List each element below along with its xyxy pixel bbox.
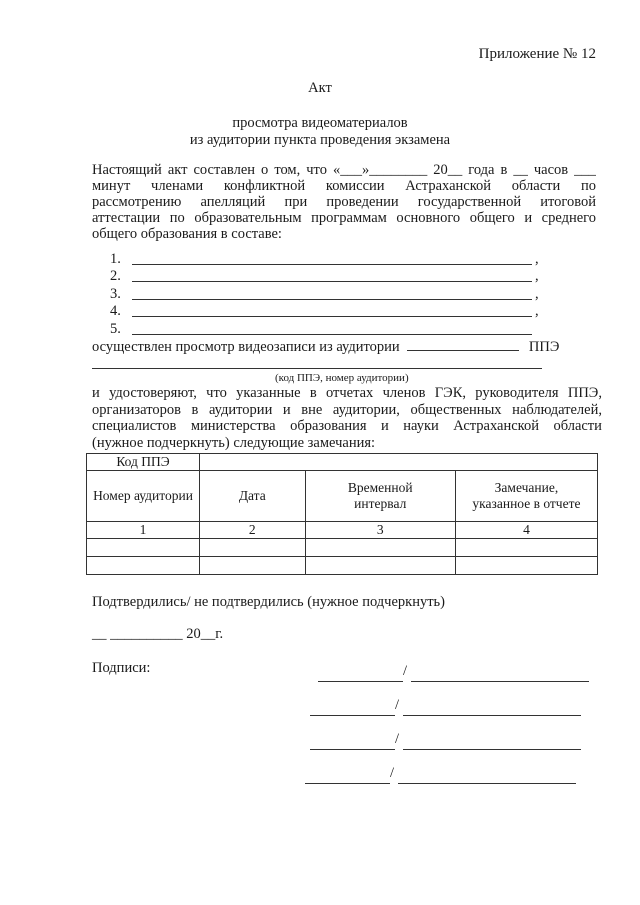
certification-line (92, 418, 602, 435)
header-date: Дата (200, 471, 306, 522)
code-ppe-header: Код ППЭ (87, 454, 200, 471)
certification-word: ГЭК, (434, 385, 466, 401)
certification-word: Астраханской (453, 418, 539, 434)
signature-slash: / (395, 697, 400, 713)
signature-name-line-2[interactable] (403, 715, 581, 716)
list-item (110, 320, 539, 338)
table-cell[interactable] (200, 539, 306, 557)
certification-line (92, 435, 602, 452)
certification-word: удостоверяют, (109, 385, 197, 401)
intro-word: рассмотрению (92, 194, 182, 210)
member-number: 5. (110, 320, 121, 337)
intro-line (92, 226, 596, 242)
certification-paragraph (92, 385, 602, 451)
appendix-label: Приложение № 12 (478, 46, 596, 62)
intro-word: что (306, 162, 327, 178)
certification-word: членов (382, 385, 426, 401)
intro-word: часов (533, 162, 569, 178)
member-name-blank[interactable] (132, 269, 532, 282)
table-cell[interactable] (305, 539, 455, 557)
table-cell[interactable] (455, 539, 597, 557)
header-time-interval: Временной интервал (305, 471, 455, 522)
list-item (110, 303, 539, 321)
member-number: 4. (110, 303, 121, 319)
table-cell[interactable] (200, 557, 306, 575)
intro-word: ___ (574, 162, 596, 178)
intro-word: составлен (193, 162, 256, 178)
ppe-label: ППЭ (528, 339, 560, 355)
viewing-line (92, 339, 559, 356)
intro-word: 20__ (433, 162, 463, 178)
certification-word: и (92, 385, 100, 401)
intro-word: образовательным (194, 210, 302, 226)
certification-word: и (282, 401, 291, 418)
table-row (87, 454, 598, 471)
list-item (110, 285, 539, 303)
intro-line (92, 162, 596, 178)
member-line-end: , (535, 285, 539, 302)
intro-word: комиссии (325, 178, 385, 194)
act-title: Акт (308, 80, 332, 96)
ppe-code-blank[interactable] (407, 350, 519, 351)
intro-word: государственной (417, 194, 522, 210)
intro-word: общего образования в составе: (92, 226, 282, 242)
intro-word: акт (167, 162, 188, 178)
intro-paragraph (92, 162, 596, 242)
code-ppe-value[interactable] (200, 454, 598, 471)
intro-word: в (500, 162, 508, 178)
certification-word: в (191, 401, 199, 418)
signatures-label: Подписи: (92, 660, 151, 676)
intro-word: членами (151, 178, 204, 194)
date-line: __ __________ 20__г. (92, 626, 224, 642)
intro-line (92, 178, 596, 194)
signature-name-line-3[interactable] (403, 749, 581, 750)
intro-word: итоговой (540, 194, 596, 210)
member-name-blank[interactable] (132, 304, 532, 317)
member-name-blank[interactable] (132, 252, 532, 265)
list-item (110, 268, 539, 286)
intro-word: о (261, 162, 269, 178)
certification-word: и (381, 418, 389, 434)
certification-word: в (309, 385, 317, 401)
intro-word: общего (469, 210, 515, 226)
certification-word: образования (290, 418, 367, 434)
act-subtitle-1: просмотра видеоматериалов (232, 115, 408, 131)
member-number: 2. (110, 268, 121, 284)
member-line-end: , (535, 268, 539, 284)
table-row (87, 471, 598, 522)
commission-members-list (110, 250, 539, 338)
ppe-caption: (код ППЭ, номер аудитории) (275, 372, 409, 384)
header-auditorium: Номер аудитории (87, 471, 200, 522)
table-cell[interactable] (87, 539, 200, 557)
certification-word: министерства (190, 418, 276, 434)
table-row (87, 522, 598, 539)
intro-word: аттестации (92, 210, 161, 226)
signature-slash: / (395, 731, 400, 747)
certification-word: организаторов (92, 401, 181, 418)
intro-word: по (169, 210, 185, 226)
intro-word: конфликтной (223, 178, 306, 194)
certification-line (92, 385, 602, 402)
signature-line-4[interactable] (305, 783, 390, 784)
signature-name-line-1[interactable] (411, 681, 589, 682)
intro-word: области (511, 178, 561, 194)
signature-line-3[interactable] (310, 749, 395, 750)
certification-word: руководителя (475, 385, 559, 401)
certification-word: аудитории (208, 401, 273, 418)
col-number-3: 3 (305, 522, 455, 539)
certification-word: что (206, 385, 227, 401)
table-cell[interactable] (455, 557, 597, 575)
intro-word: проведении (326, 194, 399, 210)
member-line-end: , (535, 303, 539, 319)
table-cell[interactable] (305, 557, 455, 575)
intro-word: апелляций (200, 194, 266, 210)
header-remark: Замечание, указанное в отчете (455, 471, 597, 522)
table-cell[interactable] (87, 557, 200, 575)
certification-word: аудитории, (332, 401, 400, 418)
intro-line (92, 210, 596, 226)
member-number: 1. (110, 250, 121, 267)
certification-word: ППЭ, (567, 385, 602, 401)
certification-word: области (553, 418, 602, 434)
signature-name-line-4[interactable] (398, 783, 576, 784)
intro-word: среднего (541, 210, 596, 226)
member-name-blank[interactable] (132, 287, 532, 300)
intro-word: года (468, 162, 495, 178)
member-line-end: , (535, 250, 539, 267)
table-row (87, 557, 598, 575)
intro-word: и (524, 210, 533, 226)
member-name-blank[interactable] (132, 322, 532, 335)
signature-line-2[interactable] (310, 715, 395, 716)
confirmation-line: Подтвердились/ не подтвердились (нужное подчеркнуть) (92, 594, 445, 610)
certification-line (92, 402, 602, 419)
certification-word: общественных (410, 401, 502, 418)
intro-word: том, (274, 162, 301, 178)
intro-word: основного (396, 210, 461, 226)
member-number: 3. (110, 285, 121, 302)
certification-word: (нужное подчеркнуть) следующие замечания: (92, 434, 376, 451)
intro-word: __ (513, 162, 528, 178)
viewing-text: осуществлен просмотр видеозаписи из аудитории (92, 339, 400, 355)
certification-word: вне (301, 401, 323, 418)
intro-word: Астраханской (405, 178, 492, 194)
list-item (110, 250, 539, 268)
intro-word: при (284, 194, 308, 210)
certification-word: указанные (236, 385, 301, 401)
signature-line-1[interactable] (318, 681, 403, 682)
certification-word: науки (403, 418, 439, 434)
act-subtitle-2: из аудитории пункта проведения экзамена (189, 132, 451, 148)
remarks-table (86, 453, 598, 575)
intro-word: программам (311, 210, 387, 226)
table-row (87, 539, 598, 557)
signature-slash: / (403, 663, 408, 679)
col-number-1: 1 (87, 522, 200, 539)
ppe-auditorium-blank[interactable] (92, 368, 542, 369)
intro-line (92, 194, 596, 210)
intro-word: по (580, 178, 596, 194)
certification-word: отчетах (325, 385, 374, 401)
col-number-2: 2 (200, 522, 306, 539)
certification-word: наблюдателей, (512, 401, 602, 418)
intro-word: минут (92, 178, 131, 194)
certification-word: специалистов (92, 418, 177, 434)
intro-word: «___»________ (332, 162, 428, 178)
intro-word: Настоящий (92, 162, 162, 178)
signature-slash: / (390, 765, 395, 781)
col-number-4: 4 (455, 522, 597, 539)
